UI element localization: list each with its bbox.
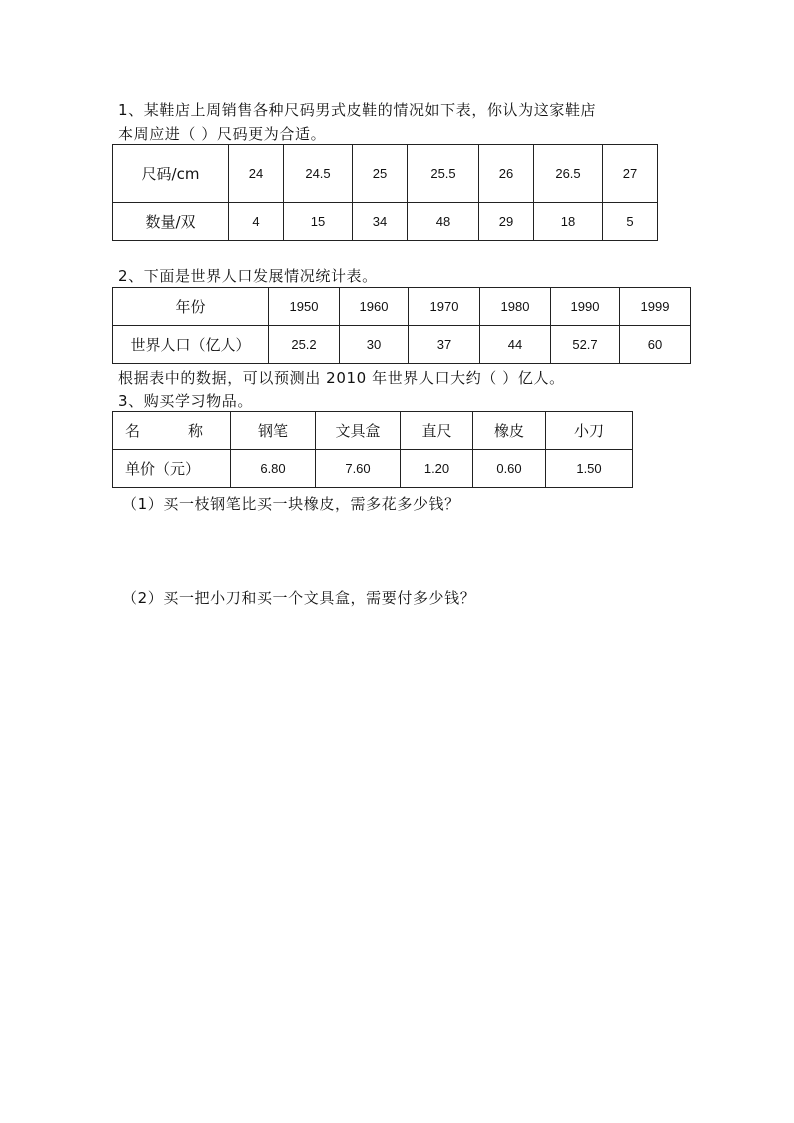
q3-title: 3、购买学习物品。 bbox=[118, 392, 253, 410]
item-name-cell: 文具盒 bbox=[316, 412, 401, 450]
shoe-size-cell: 26 bbox=[479, 145, 534, 203]
shoe-count-cell: 18 bbox=[534, 203, 603, 241]
year-cell: 1990 bbox=[551, 288, 620, 326]
item-name-row bbox=[113, 412, 633, 450]
population-table bbox=[112, 287, 691, 364]
shoe-count-cell: 5 bbox=[603, 203, 658, 241]
item-price-cell: 1.20 bbox=[401, 450, 473, 488]
item-price-row bbox=[113, 450, 633, 488]
year-label: 年份 bbox=[113, 288, 269, 326]
population-value-row bbox=[113, 326, 691, 364]
shoe-count-cell: 29 bbox=[479, 203, 534, 241]
item-price-cell: 7.60 bbox=[316, 450, 401, 488]
item-name-label-char-2: 称 bbox=[187, 422, 203, 440]
item-name-cell: 钢笔 bbox=[231, 412, 316, 450]
shoe-size-cell: 25.5 bbox=[408, 145, 479, 203]
population-cell: 52.7 bbox=[551, 326, 620, 364]
shoe-size-table bbox=[112, 144, 658, 241]
item-name-label-char-1: 名 bbox=[125, 422, 141, 440]
shoe-size-cell: 27 bbox=[603, 145, 658, 203]
item-name-label bbox=[113, 412, 231, 450]
shoe-size-row bbox=[113, 145, 658, 203]
year-cell: 1960 bbox=[340, 288, 409, 326]
population-cell: 25.2 bbox=[269, 326, 340, 364]
item-name-cell: 小刀 bbox=[546, 412, 633, 450]
population-year-row bbox=[113, 288, 691, 326]
item-price-cell: 0.60 bbox=[473, 450, 546, 488]
shoe-count-cell: 15 bbox=[284, 203, 353, 241]
shoe-size-cell: 26.5 bbox=[534, 145, 603, 203]
item-name-cell: 直尺 bbox=[401, 412, 473, 450]
year-cell: 1980 bbox=[480, 288, 551, 326]
shoe-count-row bbox=[113, 203, 658, 241]
shoe-count-label: 数量/双 bbox=[113, 203, 229, 241]
shoe-count-cell: 4 bbox=[229, 203, 284, 241]
shoe-size-cell: 24.5 bbox=[284, 145, 353, 203]
item-price-cell: 6.80 bbox=[231, 450, 316, 488]
item-price-cell: 1.50 bbox=[546, 450, 633, 488]
population-cell: 30 bbox=[340, 326, 409, 364]
shoe-count-cell: 34 bbox=[353, 203, 408, 241]
q3-subquestion-2: （2）买一把小刀和买一个文具盒，需要付多少钱？ bbox=[122, 589, 476, 607]
q2-question: 根据表中的数据，可以预测出 2010 年世界人口大约（ ）亿人。 bbox=[118, 369, 565, 387]
item-name-cell: 橡皮 bbox=[473, 412, 546, 450]
item-price-label: 单价（元） bbox=[113, 450, 231, 488]
year-cell: 1970 bbox=[409, 288, 480, 326]
shoe-size-label: 尺码/cm bbox=[113, 145, 229, 203]
population-label: 世界人口（亿人） bbox=[113, 326, 269, 364]
q1-text-line2: 本周应进（ ）尺码更为合适。 bbox=[118, 125, 327, 143]
q3-subquestion-1: （1）买一枝钢笔比买一块橡皮，需多花多少钱？ bbox=[122, 495, 460, 513]
population-cell: 44 bbox=[480, 326, 551, 364]
shoe-size-cell: 25 bbox=[353, 145, 408, 203]
shoe-count-cell: 48 bbox=[408, 203, 479, 241]
q2-title: 2、下面是世界人口发展情况统计表。 bbox=[118, 267, 378, 285]
year-cell: 1999 bbox=[620, 288, 691, 326]
q1-text-line1: 1、某鞋店上周销售各种尺码男式皮鞋的情况如下表，你认为这家鞋店 bbox=[118, 101, 597, 119]
year-cell: 1950 bbox=[269, 288, 340, 326]
shoe-size-cell: 24 bbox=[229, 145, 284, 203]
population-cell: 60 bbox=[620, 326, 691, 364]
stationery-price-table bbox=[112, 411, 633, 488]
population-cell: 37 bbox=[409, 326, 480, 364]
